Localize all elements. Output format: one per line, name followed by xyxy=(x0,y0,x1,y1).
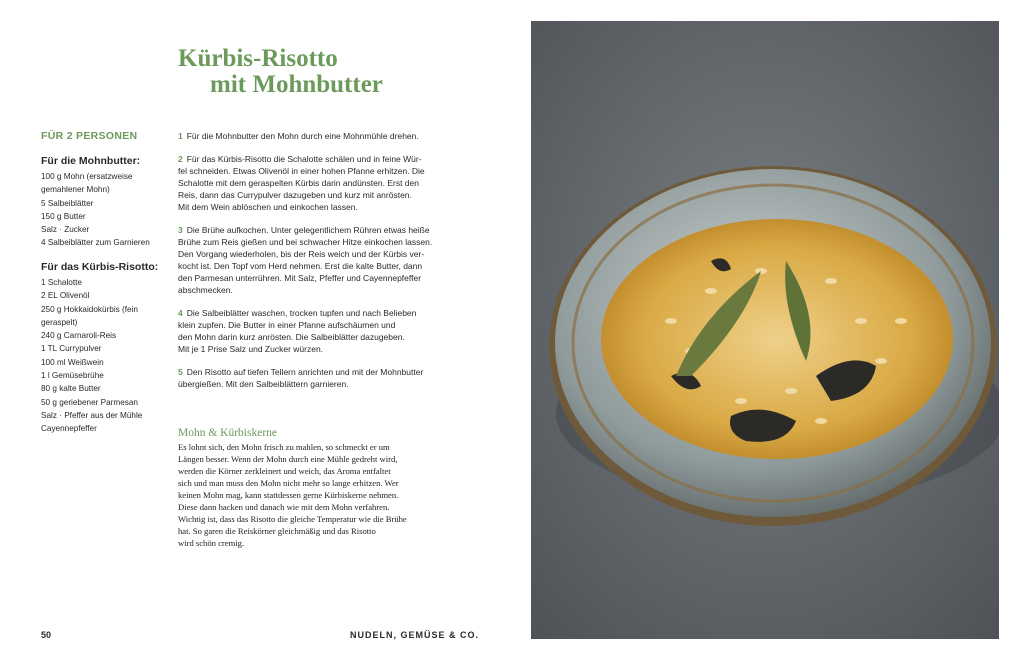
step-text: Den Vorgang wiederholen, bis der Reis weich und der Kürbis ver- xyxy=(178,249,425,259)
step-text: kocht ist. Den Topf vom Herd nehmen. Erst die kalte Butter, dann xyxy=(178,261,423,271)
tip-line: werden die Körner zerkleinert und weich, das Aroma entfaltet xyxy=(178,466,391,476)
ingredients-mohnbutter xyxy=(41,155,166,250)
step-text: Für das Kürbis-Risotto die Schalotte schälen und in feine Wür- xyxy=(186,154,422,164)
ingredient-item: 80 g kalte Butter xyxy=(41,384,101,394)
ingredient-list xyxy=(41,276,166,436)
tip-line: Längen besser. Wenn der Mohn durch eine Mühle gedreht wird, xyxy=(178,454,398,464)
tip-line: keinen Mohn mag, kann stattdessen gerne Kürbiskerne nehmen. xyxy=(178,490,399,500)
step-text: abschmecken. xyxy=(178,285,233,295)
tip-text xyxy=(178,441,448,549)
title-line-2: mit Mohnbutter xyxy=(210,71,383,98)
step-number: 1 xyxy=(178,131,183,141)
step-text: Mit dem Wein ablöschen und einkochen lassen. xyxy=(178,202,358,212)
ingredient-item: 5 Salbeiblätter xyxy=(41,198,94,208)
ingredient-item: Salz · Zucker xyxy=(41,225,90,235)
ingredients-heading: Für die Mohnbutter: xyxy=(41,155,141,167)
tip-line: Diese dann hacken und danach wie mit dem Mohn verfahren. xyxy=(178,502,390,512)
tip-line: wird schön cremig. xyxy=(178,538,245,548)
ingredient-item: 4 Salbeiblätter zum Garnieren xyxy=(41,238,150,248)
ingredient-item: 50 g geriebener Parmesan xyxy=(41,397,138,407)
tip-line: sich und man muss den Mohn nicht mehr so lange erhitzen. Wer xyxy=(178,478,399,488)
step-text: den Parmesan unterrühren. Mit Salz, Pfeffer und Cayennepfeffer xyxy=(178,273,422,283)
ingredient-item: gemahlener Mohn) xyxy=(41,185,110,195)
step-5 xyxy=(178,366,450,390)
step-text: Die Brühe aufkochen. Unter gelegentlichem Rühren etwas heiße xyxy=(186,225,430,235)
ingredient-item: 240 g Carnaroli-Reis xyxy=(41,331,117,341)
ingredient-item: 1 Schalotte xyxy=(41,278,82,287)
step-text: Schalotte mit dem geraspelten Kürbis darin andünsten. Erst den xyxy=(178,178,419,188)
risotto-bowl-photo xyxy=(531,21,999,639)
step-4 xyxy=(178,307,450,355)
title-line-1: Kürbis-Risotto xyxy=(178,45,338,72)
ingredient-item: 1 TL Currypulver xyxy=(41,344,102,354)
tip-heading: Mohn & Kürbiskerne xyxy=(178,427,278,439)
ingredient-item: 100 g Mohn (ersatzweise xyxy=(41,172,133,181)
servings-label: FÜR 2 PERSONEN xyxy=(41,130,138,142)
recipe-title xyxy=(178,46,383,98)
ingredient-list xyxy=(41,170,166,250)
step-text: übergießen. Mit den Salbeiblättern garnieren. xyxy=(178,379,349,389)
ingredient-item: 2 EL Olivenöl xyxy=(41,291,90,301)
photo-illustration xyxy=(531,21,999,639)
page-number: 50 xyxy=(41,630,52,640)
step-1 xyxy=(178,130,450,142)
tip-line: Wichtig ist, dass das Risotto die gleiche Temperatur wie die Brühe xyxy=(178,514,407,524)
tip-line: hat. So garen die Reiskörner gleichmäßig und das Risotto xyxy=(178,526,376,536)
step-number: 3 xyxy=(178,225,183,235)
step-text: Für die Mohnbutter den Mohn durch eine Mohnmühle drehen. xyxy=(186,131,419,141)
ingredient-item: Cayennepfeffer xyxy=(41,424,97,434)
step-text: klein zupfen. Die Butter in einer Pfanne aufschäumen und xyxy=(178,320,396,330)
step-text: Brühe zum Reis gießen und bei schwacher Hitze einkochen lassen. xyxy=(178,237,433,247)
ingredient-item: Salz · Pfeffer aus der Mühle xyxy=(41,410,143,420)
preparation-steps xyxy=(178,130,450,401)
step-text: Die Salbeiblätter waschen, trocken tupfen und nach Belieben xyxy=(186,308,417,318)
step-number: 5 xyxy=(178,367,183,377)
section-title: NUDELN, GEMÜSE & CO. xyxy=(350,630,480,640)
ingredient-item: 150 g Butter xyxy=(41,211,86,221)
ingredients-heading: Für das Kürbis-Risotto: xyxy=(41,261,159,273)
tip-box xyxy=(178,427,448,549)
ingredient-item: geraspelt) xyxy=(41,317,78,327)
step-text: Reis, dann das Currypulver dazugeben und kurz mit anrösten. xyxy=(178,190,412,200)
step-text: fel schneiden. Etwas Olivenöl in einer hohen Pfanne erhitzen. Die xyxy=(178,166,425,176)
step-text: Mit je 1 Prise Salz und Zucker würzen. xyxy=(178,344,324,354)
ingredient-item: 1 l Gemüsebrühe xyxy=(41,371,104,381)
step-text: den Mohn darin kurz anrösten. Die Salbeiblätter dazugeben. xyxy=(178,332,405,342)
tip-line: Es lohnt sich, den Mohn frisch zu mahlen, so schmeckt er um xyxy=(178,442,390,452)
ingredient-item: 250 g Hokkaidokürbis (fein xyxy=(41,304,138,314)
step-2 xyxy=(178,153,450,213)
ingredient-item: 100 ml Weißwein xyxy=(41,357,104,367)
step-number: 2 xyxy=(178,154,183,164)
step-number: 4 xyxy=(178,308,183,318)
step-3 xyxy=(178,224,450,296)
step-text: Den Risotto auf tiefen Tellern anrichten und mit der Mohnbutter xyxy=(186,367,424,377)
ingredients-risotto xyxy=(41,261,166,436)
